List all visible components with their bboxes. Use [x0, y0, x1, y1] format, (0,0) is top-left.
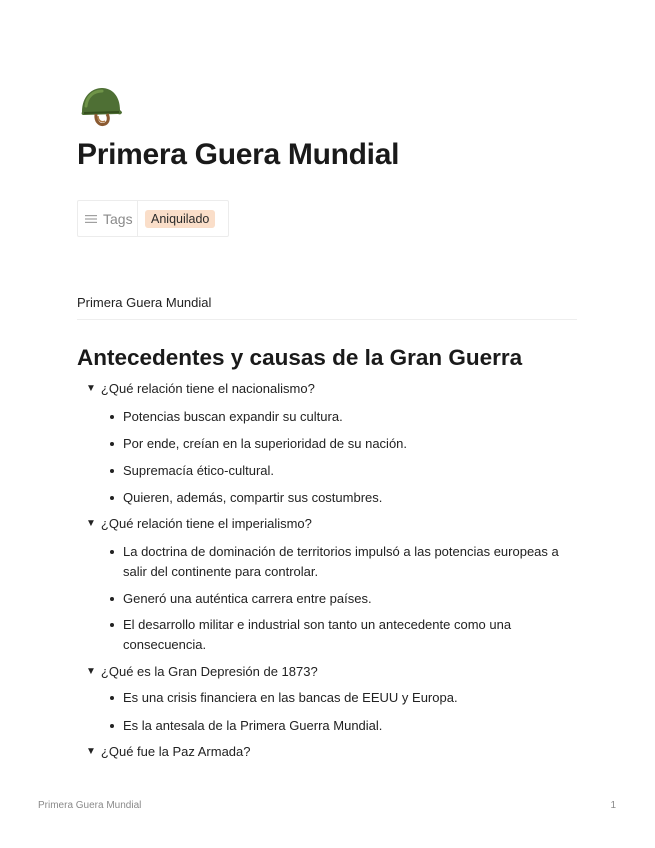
section-heading: Antecedentes y causas de la Gran Guerra: [77, 345, 523, 370]
divider: [77, 319, 577, 320]
bullet-dot-icon: [110, 724, 114, 728]
toggle-question: ¿Qué relación tiene el nacionalismo?: [100, 381, 315, 396]
properties-table: [77, 200, 229, 237]
list-icon: [85, 214, 97, 224]
toggle-triangle-icon[interactable]: ▼: [86, 518, 96, 529]
bullet-dot-icon: [110, 597, 114, 601]
bullet-dot-icon: [110, 469, 114, 473]
list-item: Potencias buscan expandir su cultura.: [110, 407, 570, 427]
section-label: Primera Guera Mundial: [77, 295, 212, 310]
list-item: Supremacía ético-cultural.: [110, 461, 570, 481]
toggle-triangle-icon[interactable]: ▼: [86, 383, 96, 394]
list-item: Es una crisis financiera en las bancas de EEUU y Europa.: [110, 688, 570, 708]
toggle-triangle-icon[interactable]: ▼: [86, 746, 96, 757]
tags-property-value[interactable]: [138, 201, 228, 236]
toggle-paz-armada[interactable]: [86, 744, 251, 759]
tag-badge[interactable]: Aniquilado: [145, 210, 215, 228]
bullet-dot-icon: [110, 623, 114, 627]
toggle-question: ¿Qué relación tiene el imperialismo?: [100, 516, 312, 531]
tags-label: Tags: [103, 210, 133, 227]
list-item: Quieren, además, compartir sus costumbres.: [110, 488, 570, 508]
toggle-question: ¿Qué es la Gran Depresión de 1873?: [100, 664, 318, 679]
toggle-imperialismo[interactable]: [86, 516, 312, 531]
toggle-gran-depresion[interactable]: [86, 664, 318, 679]
bullet-dot-icon: [110, 415, 114, 419]
tags-property-name[interactable]: [78, 201, 138, 236]
list-item: Es la antesala de la Primera Guerra Mundial.: [110, 716, 570, 736]
toggle-triangle-icon[interactable]: ▼: [86, 666, 96, 677]
page-number: 1: [610, 800, 616, 811]
footer-title: Primera Guera Mundial: [38, 800, 142, 811]
toggle-nacionalismo[interactable]: [86, 381, 315, 396]
toggle-question: ¿Qué fue la Paz Armada?: [100, 744, 251, 759]
list-item: Generó una auténtica carrera entre países.: [110, 589, 570, 609]
bullet-dot-icon: [110, 696, 114, 700]
bullet-dot-icon: [110, 442, 114, 446]
page-title: Primera Guera Mundial: [77, 138, 400, 171]
military-helmet-icon: [78, 84, 124, 128]
list-item: Por ende, creían en la superioridad de su nación.: [110, 434, 570, 454]
list-item: El desarrollo militar e industrial son tanto un antecedente como una consecuencia.: [110, 615, 570, 655]
bullet-dot-icon: [110, 550, 114, 554]
list-item: La doctrina de dominación de territorios impulsó a las potencias europeas a salir del continente para controlar.: [110, 542, 570, 582]
bullet-dot-icon: [110, 496, 114, 500]
